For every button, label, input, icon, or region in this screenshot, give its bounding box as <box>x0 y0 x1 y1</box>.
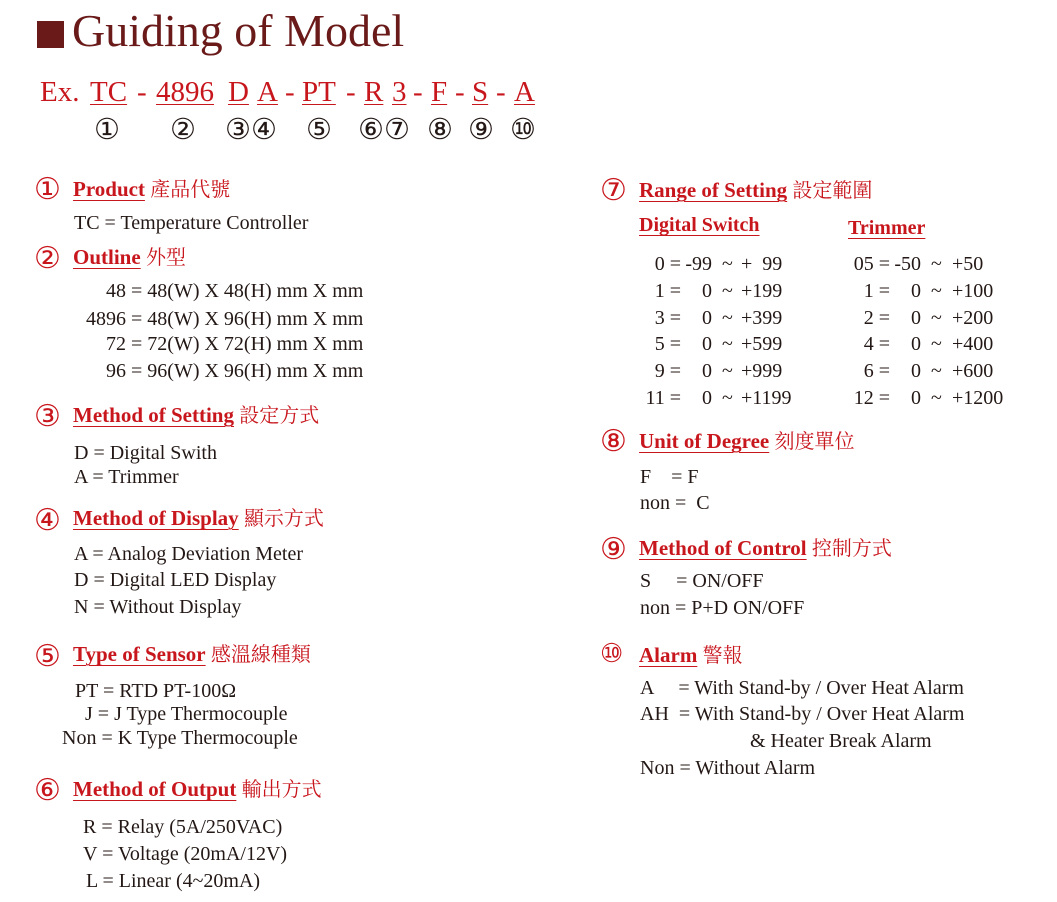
section-heading-product <box>73 179 230 200</box>
trimmer-range-low: 0 <box>911 333 921 355</box>
section-number-5: ⑤ <box>34 640 61 673</box>
example-number: ① <box>94 114 120 146</box>
example-prefix: Ex. <box>40 76 80 108</box>
degree-line: non = C <box>640 492 710 514</box>
alarm-line: Non = Without Alarm <box>640 757 816 779</box>
trimmer-range-tilde: ~ <box>931 387 942 409</box>
section-number-10: ⑩ <box>600 639 624 668</box>
heading-en: Outline <box>73 245 141 269</box>
digital-range-tilde: ~ <box>722 280 733 302</box>
example-number: ⑨ <box>468 114 494 146</box>
heading-zh: 設定範圍 <box>792 178 873 202</box>
alarm-line: A = With Stand-by / Over Heat Alarm <box>640 677 964 699</box>
example-part-7: 3 <box>392 76 407 108</box>
example-number: ⑧ <box>427 114 453 146</box>
trimmer-range-high: +200 <box>952 307 994 329</box>
example-part-4: A <box>257 76 278 108</box>
alarm-line: AH = With Stand-by / Over Heat Alarm <box>640 703 965 725</box>
display-line: A = Analog Deviation Meter <box>74 543 304 565</box>
outline-code: 48 <box>106 280 126 302</box>
outline-desc: = 72(W) X 72(H) mm X mm <box>131 333 364 355</box>
section-number-3: ③ <box>34 400 61 433</box>
trimmer-range-high: +50 <box>952 253 984 275</box>
digital-range-high: +399 <box>741 307 783 329</box>
digital-range-code: 11 = <box>645 387 681 409</box>
heading-en: Method of Display <box>73 506 239 530</box>
digital-range-high: +999 <box>741 360 783 382</box>
heading-zh: 感溫線種類 <box>210 642 311 666</box>
sensor-line: Non = K Type Thermocouple <box>62 727 298 749</box>
output-line: R = Relay (5A/250VAC) <box>83 816 283 838</box>
trimmer-range-high: +1200 <box>952 387 1004 409</box>
trimmer-range-low: 0 <box>911 387 921 409</box>
heading-en: Range of Setting <box>639 178 788 202</box>
trimmer-range-low: 0 <box>911 280 921 302</box>
section-heading-alarm <box>639 645 743 666</box>
digital-range-low: 0 <box>702 387 712 409</box>
digital-range-code: 5 = <box>654 333 681 355</box>
trimmer-range-tilde: ~ <box>931 280 942 302</box>
sensor-line: J = J Type Thermocouple <box>85 703 288 725</box>
display-line: N = Without Display <box>74 596 242 618</box>
section-heading-range <box>639 180 872 201</box>
digital-range-high: +199 <box>741 280 783 302</box>
heading-en: Alarm <box>639 643 698 667</box>
trimmer-range-tilde: ~ <box>931 333 942 355</box>
display-line: D = Digital LED Display <box>74 569 277 591</box>
heading-en: Type of Sensor <box>73 642 206 666</box>
product-line: TC = Temperature Controller <box>74 212 309 234</box>
section-number-7: ⑦ <box>600 174 627 207</box>
digital-range-tilde: ~ <box>722 307 733 329</box>
outline-code: 96 <box>106 360 126 382</box>
control-line: S = ON/OFF <box>640 570 764 592</box>
trimmer-range-tilde: ~ <box>931 253 942 275</box>
trimmer-range-code: 1 = <box>863 280 890 302</box>
heading-zh: 警報 <box>702 643 743 667</box>
digital-range-tilde: ~ <box>722 360 733 382</box>
trimmer-range-high: +100 <box>952 280 994 302</box>
section-heading-output <box>73 779 322 800</box>
digital-range-high: +599 <box>741 333 783 355</box>
output-line: L = Linear (4~20mA) <box>86 870 261 892</box>
example-sep: - <box>496 76 506 108</box>
title-square-icon <box>37 21 64 48</box>
trimmer-range-code: 4 = <box>863 333 890 355</box>
heading-en: Method of Control <box>639 536 807 560</box>
setting-line: A = Trimmer <box>74 466 179 488</box>
example-part-9: S <box>472 76 489 108</box>
example-sep: - <box>285 76 295 108</box>
heading-en: Product <box>73 177 145 201</box>
trimmer-range-low: 0 <box>911 307 921 329</box>
output-line: V = Voltage (20mA/12V) <box>83 843 288 865</box>
section-number-1: ① <box>34 173 61 206</box>
digital-range-high: +1199 <box>741 387 792 409</box>
example-sep: - <box>137 76 147 108</box>
trimmer-range-code: 05 = <box>853 253 890 275</box>
example-part-5: PT <box>302 76 336 108</box>
section-heading-setting <box>73 405 319 426</box>
outline-code: 72 <box>106 333 126 355</box>
trimmer-range-tilde: ~ <box>931 360 942 382</box>
example-part-10: A <box>514 76 535 108</box>
example-number: ② <box>170 114 196 146</box>
example-number: ⑥⑦ <box>358 114 410 146</box>
heading-zh: 控制方式 <box>811 536 892 560</box>
example-part-3: D <box>228 76 249 108</box>
digital-range-low: -99 <box>685 253 712 275</box>
sensor-line: PT = RTD PT-100Ω <box>75 680 237 702</box>
section-heading-control <box>639 538 892 559</box>
example-sep: - <box>455 76 465 108</box>
digital-range-low: 0 <box>702 280 712 302</box>
section-number-8: ⑧ <box>600 425 627 458</box>
section-number-9: ⑨ <box>600 533 627 566</box>
digital-range-low: 0 <box>702 360 712 382</box>
digital-range-low: 0 <box>702 307 712 329</box>
example-number: ③④ <box>225 114 277 146</box>
example-part-8: F <box>431 76 448 108</box>
section-heading-display <box>73 508 324 529</box>
outline-desc: = 48(W) X 96(H) mm X mm <box>131 308 364 330</box>
alarm-line: & Heater Break Alarm <box>750 730 932 752</box>
degree-line: F = F <box>640 466 699 488</box>
page-title: Guiding of Model <box>72 5 405 56</box>
control-line: non = P+D ON/OFF <box>640 597 805 619</box>
digital-range-code: 0 = <box>654 253 681 275</box>
example-part-2: 4896 <box>156 76 214 108</box>
trimmer-range-tilde: ~ <box>931 307 942 329</box>
trimmer-title: Trimmer <box>848 217 926 239</box>
section-heading-outline <box>73 247 186 268</box>
digital-range-tilde: ~ <box>722 253 733 275</box>
digital-range-high: + 99 <box>741 253 783 275</box>
trimmer-range-high: +600 <box>952 360 994 382</box>
digital-switch-title: Digital Switch <box>639 214 760 236</box>
trimmer-range-low: 0 <box>911 360 921 382</box>
outline-desc: = 96(W) X 96(H) mm X mm <box>131 360 364 382</box>
digital-range-tilde: ~ <box>722 333 733 355</box>
heading-zh: 輸出方式 <box>241 777 322 801</box>
trimmer-range-low: -50 <box>894 253 921 275</box>
digital-range-code: 3 = <box>654 307 681 329</box>
digital-range-code: 9 = <box>654 360 681 382</box>
heading-en: Unit of Degree <box>639 429 770 453</box>
trimmer-range-high: +400 <box>952 333 994 355</box>
trimmer-range-code: 2 = <box>863 307 890 329</box>
section-number-2: ② <box>34 242 61 275</box>
digital-range-code: 1 = <box>654 280 681 302</box>
example-sep: - <box>346 76 356 108</box>
digital-range-low: 0 <box>702 333 712 355</box>
example-sep: - <box>413 76 423 108</box>
heading-en: Method of Output <box>73 777 237 801</box>
section-number-6: ⑥ <box>34 774 61 807</box>
heading-zh: 外型 <box>145 245 186 269</box>
section-heading-sensor <box>73 644 311 665</box>
trimmer-range-code: 12 = <box>853 387 890 409</box>
example-number: ⑤ <box>306 114 332 146</box>
heading-zh: 刻度單位 <box>774 429 855 453</box>
trimmer-range-code: 6 = <box>863 360 890 382</box>
section-number-4: ④ <box>34 504 61 537</box>
outline-desc: = 48(W) X 48(H) mm X mm <box>131 280 364 302</box>
heading-zh: 顯示方式 <box>243 506 324 530</box>
heading-zh: 產品代號 <box>150 177 231 201</box>
heading-en: Method of Setting <box>73 403 234 427</box>
heading-zh: 設定方式 <box>239 403 320 427</box>
example-part-6: R <box>364 76 384 108</box>
outline-code: 4896 <box>86 308 126 330</box>
example-part-1: TC <box>90 76 128 108</box>
example-number: ⑩ <box>510 114 536 146</box>
digital-range-tilde: ~ <box>722 387 733 409</box>
setting-line: D = Digital Swith <box>74 442 217 464</box>
section-heading-degree <box>639 431 855 452</box>
